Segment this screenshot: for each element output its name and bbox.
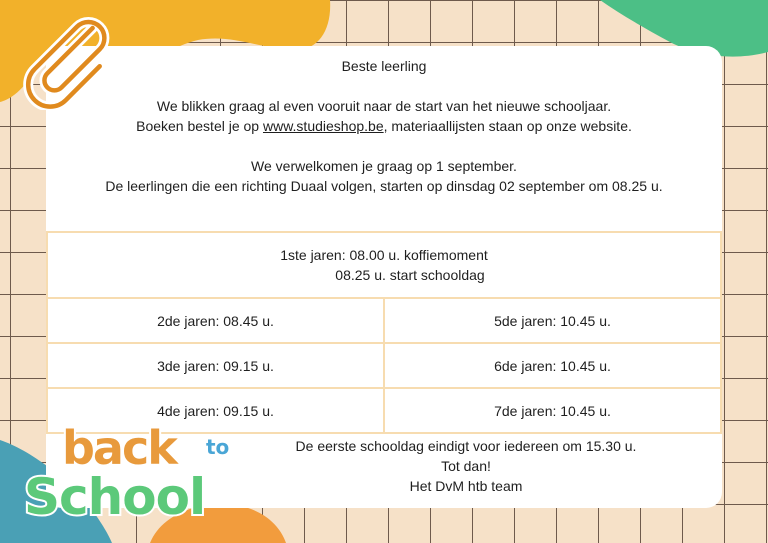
closing-line-3: Het DvM htb team: [409, 478, 523, 494]
schedule-cell-left: 4de jaren: 09.15 u.: [47, 388, 384, 433]
first-years-line-1: 1ste jaren: 08.00 u. koffiemoment: [280, 247, 488, 263]
paperclip-icon: [22, 14, 118, 110]
closing-line-2: Tot dan!: [441, 458, 491, 474]
back-to-school-logo: [20, 418, 250, 528]
intro-line-2: [46, 116, 722, 136]
studieshop-link[interactable]: www.studieshop.be: [262, 118, 384, 134]
letter-intro: [46, 56, 722, 196]
intro-line-2-before: Boeken bestel je op: [136, 118, 263, 134]
logo-word-to: to: [206, 435, 230, 459]
schedule-row-first-years: [47, 232, 721, 298]
schedule-cell-right: 6de jaren: 10.45 u.: [384, 343, 721, 388]
schedule-row: [47, 343, 721, 388]
first-years-cell: [47, 232, 721, 298]
closing-text: [246, 436, 686, 496]
greeting: Beste leerling: [341, 58, 427, 74]
first-years-line-2: 08.25 u. start schooldag: [335, 267, 485, 283]
schedule-row: [47, 298, 721, 343]
logo-word-school: School: [24, 468, 206, 526]
logo-word-back: back: [62, 421, 176, 475]
schedule-cell-left: 3de jaren: 09.15 u.: [47, 343, 384, 388]
schedule-table: [46, 231, 722, 434]
closing-line-1: De eerste schooldag eindigt voor iedereen om 15.30 u.: [295, 438, 637, 454]
welcome-line-2: De leerlingen die een richting Duaal volgen, starten op dinsdag 02 september om 08.25 u.: [105, 178, 663, 194]
schedule-cell-right: 7de jaren: 10.45 u.: [384, 388, 721, 433]
intro-line-1: We blikken graag al even vooruit naar de start van het nieuwe schooljaar.: [156, 98, 612, 114]
welcome-line-1: We verwelkomen je graag op 1 september.: [251, 158, 517, 174]
schedule-cell-left: 2de jaren: 08.45 u.: [47, 298, 384, 343]
intro-line-2-after: , materiaallijsten staan op onze website.: [383, 118, 632, 134]
schedule-cell-right: 5de jaren: 10.45 u.: [384, 298, 721, 343]
